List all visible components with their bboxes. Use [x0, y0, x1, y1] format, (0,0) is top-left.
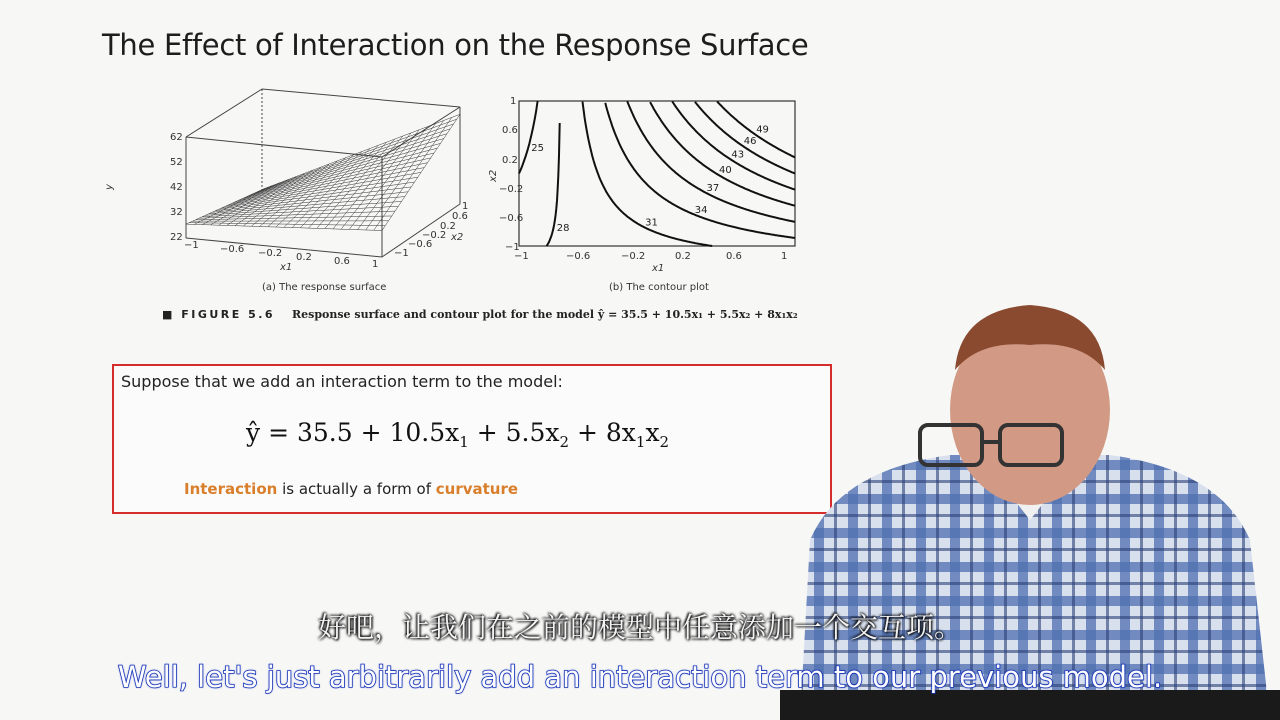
x1-tick: 1 [372, 259, 379, 270]
panel-b-caption: (b) The contour plot [609, 282, 709, 293]
x2-tick: −0.6 [408, 239, 433, 250]
x1-axis-label: x1 [280, 262, 293, 273]
contour-x-tick: 1 [781, 251, 788, 262]
figure-label: ■ FIGURE 5.6 [162, 308, 276, 321]
contour-level-label: 34 [694, 205, 708, 217]
contour-x-tick: 0.2 [675, 251, 691, 262]
y-tick: 62 [170, 132, 183, 143]
contour-y-tick: 1 [510, 96, 517, 107]
presenter-video [780, 290, 1280, 720]
contour-y-axis-label: x2 [488, 169, 499, 182]
contour-level-label: 28 [556, 222, 570, 234]
contour-level-label: 25 [531, 142, 545, 154]
contour-line [672, 101, 795, 189]
contour-x-tick: −0.6 [566, 251, 591, 262]
x1-tick: −0.2 [258, 248, 283, 259]
eq-body: = 35.5 + 10.5x [260, 418, 460, 447]
interaction-callout-box [112, 364, 832, 514]
eq-term4: x [645, 418, 660, 447]
contour-level-label: 43 [731, 149, 745, 161]
callout-intro: Suppose that we add an interaction term to the model: [121, 372, 563, 391]
contour-y-tick: −1 [505, 242, 520, 253]
note-middle: is actually a form of [277, 480, 436, 498]
note-interaction: Interaction [184, 480, 278, 498]
slide-title: The Effect of Interaction on the Response Surface [102, 28, 809, 62]
y-tick: 32 [170, 207, 183, 218]
x1-tick: −0.6 [220, 244, 245, 255]
x2-tick: 0.6 [452, 211, 468, 222]
subtitle-english: Well, let's just arbitrarily add an interaction term to our previous model. [117, 660, 1163, 694]
y-tick: 52 [170, 157, 183, 168]
eq-term2: + 5.5x [468, 418, 560, 447]
eq-sub1: 1 [459, 433, 469, 451]
contour-x-tick: −1 [514, 251, 529, 262]
contour-x-axis-label: x1 [652, 263, 665, 274]
x1-tick: 0.2 [296, 252, 312, 263]
x2-tick: 1 [462, 201, 469, 212]
eq-sub2: 2 [559, 433, 570, 451]
model-equation [246, 418, 669, 451]
desk-edge [780, 690, 1280, 720]
contour-x-tick: −0.2 [621, 251, 646, 262]
x2-tick: −1 [394, 248, 409, 259]
panel-a-caption: (a) The response surface [262, 282, 387, 293]
contour-level-label: 49 [756, 124, 769, 136]
y-tick: 42 [170, 182, 183, 193]
subtitle-chinese: 好吧，让我们在之前的模型中任意添加一个交互项。 [317, 611, 962, 644]
contour-x-tick: 0.6 [726, 251, 742, 262]
contour-level-label: 46 [743, 135, 757, 147]
x2-axis-label: x2 [451, 232, 464, 243]
contour-level-label: 31 [645, 217, 658, 229]
contour-line [519, 101, 538, 173]
contour-y-tick: 0.6 [502, 125, 518, 136]
y-axis-label: y [104, 184, 115, 190]
contour-line [605, 103, 795, 238]
eq-sub3: 1 [635, 433, 646, 451]
x2-tick: 0.2 [440, 221, 456, 232]
contour-y-tick: −0.6 [499, 213, 524, 224]
x1-tick: 0.6 [334, 256, 350, 267]
eq-sub4: 2 [659, 433, 670, 451]
eq-lhs: ŷ [246, 418, 261, 447]
x1-tick: −1 [184, 240, 199, 251]
contour-y-tick: 0.2 [502, 155, 518, 166]
figure-caption: Response surface and contour plot for the model ŷ = 35.5 + 10.5x₁ + 5.5x₂ + 8x₁x₂ [292, 308, 798, 321]
x2-tick: −0.2 [422, 230, 447, 241]
note-curvature: curvature [435, 480, 519, 498]
contour-level-label: 40 [719, 164, 732, 176]
contour-y-tick: −0.2 [499, 184, 524, 195]
eq-term3: + 8x [569, 418, 636, 447]
contour-level-label: 37 [706, 183, 720, 194]
y-tick: 22 [170, 232, 183, 243]
callout-note [184, 480, 518, 498]
